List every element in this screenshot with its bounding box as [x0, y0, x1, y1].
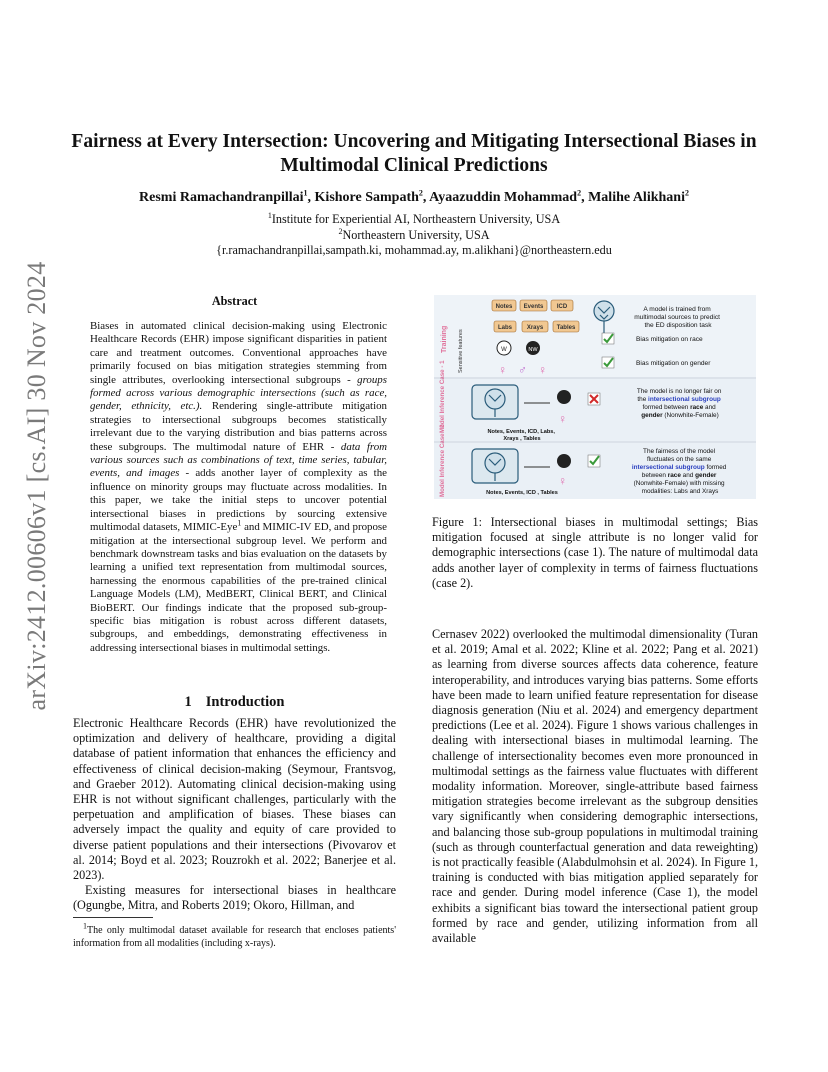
model-tree-icon: [472, 385, 518, 419]
abstract-body: Biases in automated clinical decision-making using Electronic Healthcare Records (EHR) impose significant disparities in patient care and treatment outcomes. Conventional approaches have primarily focused on bias mitigation strategies stemming from single attributes, overlooking intersectional subgroups - groups formed across various demographic intersections (such as race, gender, ethnicity, etc.). Rendering single-attribute mitigation strategies to intersectional subgroups becomes statistically irrelevant due to the varying distribution and bias patterns across these subgroups. The multimodal nature of EHR - data from various sources such as combinations of text, time series, tabular, events, and images - adds another layer of complexity as the influence on minority groups may fluctuate across modalities. In this paper, we take the initial steps to uncover potential intersectional biases in predictions by sourcing extensive multimodal datasets, MIMIC-Eye$^1$ and MIMIC-IV ED, and propose mitigation at the intersectional subgroup level. We perform and benchmark downstream tasks and bias evaluation on the datasets by learning a unified text representation from multimodal sources, harnessing the enormous capabilities of the pre-trained clinical Language Models (LM), MedBERT, Clinical BERT, and Clinical BioBERT. Our findings indicate that the proposed sub-group-specific bias mitigation is robust across different datasets, subgroups, and embeddings, demonstrating effectiveness in addressing intersectional biases in multimodal settings.: [90, 320, 388, 654]
figure-1: [432, 293, 758, 501]
race-icon-nonwhite: [557, 454, 571, 468]
paragraph: Existing measures for intersectional biases in healthcare (Ogungbe, Mitra, and Roberts 2019; Okoro, Hillman, and: [73, 883, 396, 913]
race-icon-nonwhite: [557, 390, 571, 404]
model-tree-icon: [472, 449, 518, 483]
paper-title: Fairness at Every Intersection: Uncovering and Mitigating Intersectional Biases in Multimodal Clinical Predictions: [71, 131, 757, 176]
sensitive-features-label: Sensitive features: [458, 329, 464, 373]
footnote: $^1$The only multimodal dataset available for research that encloses patients' information from all modalities (including x-rays).: [73, 921, 396, 949]
case1-description: The model is no longer fair on the intersectional subgroup formed between race and gender (Nonwhite-Female): [636, 388, 722, 419]
label-case1: Model Inference Case - 1: [439, 360, 446, 433]
paragraph: Electronic Healthcare Records (EHR) have revolutionized the optimization and delivery of healthcare, providing a digital database of patient information that enhances the efficiency and effectiveness of clinical decision-making (Seymour, Frantsvog, and Graeber 2012). Automating clinical decision-making using EHR is not without significant challenges, particularly with the perpetuation and amplification of biases. These biases can adversely impact the quality and equity of care provided to diverse patient populations and their intersections (Pivovarov et al. 2014; Boyd et al. 2023; Rouzrokh et al. 2022; Banerjee et al. 2023).: [73, 716, 396, 883]
footnote-rule: [73, 917, 153, 918]
male-icon: ♂: [518, 363, 527, 377]
female-icon: ♀: [558, 474, 567, 488]
modality-labs: Labs: [497, 325, 513, 331]
arxiv-stamp: arXiv:2412.00606v1 [cs.AI] 30 Nov 2024: [22, 261, 51, 711]
affiliation-2: $^2$Northeastern University, USA: [338, 226, 490, 242]
female-icon: ♀: [558, 412, 567, 426]
svg-text:NW: NW: [528, 347, 538, 353]
modality-events: Events: [523, 304, 544, 310]
author-name: Malihe Alikhani: [588, 190, 685, 205]
female-icon: ♀: [498, 363, 507, 377]
bias-race-label: Bias mitigation on race: [636, 336, 703, 343]
affiliation-1: $^1$Institute for Experiential AI, Northeastern University, USA: [267, 210, 561, 226]
author-list: Resmi Ramachandranpillai$^1$, Kishore Sampath$^2$, Ayaazuddin Mohammad$^2$, Malihe Alikhani$^2$: [139, 188, 689, 205]
affiliations: [60, 212, 768, 259]
training-description: A model is trained from multimodal sources to predict the ED disposition task: [634, 306, 720, 329]
abstract-heading: Abstract: [211, 294, 258, 308]
figure-caption: Figure 1: Intersectional biases in multimodal settings; Bias mitigation focused at single attribute is no longer valid for demographic intersections (case 1). The nature of multimodal data adds another layer of complexity in terms of fairness fluctuations (case 2).: [432, 515, 758, 590]
case1-sources: Notes, Events, ICD, Labs, Xrays , Tables: [487, 429, 555, 442]
case2-sources: Notes, Events, ICD , Tables: [486, 490, 558, 496]
paragraph: Cernasev 2022) overlooked the multimodal dimensionality (Turan et al. 2019; Amal et al. 2022; Kline et al. 2022; Pang et al. 2021) as learning from diverse sources affects data coherence, feature interoperability, and introduces varying bias patterns. Some efforts have been made to learn unified feature representation for disease diagnosis generation (Niu et al. 2024) and emergency department predictions (Lee et al. 2024). Figure 1 shows various challenges in dealing with intersectional biases in multimodal learning. The challenge of intersectionality becomes even more pronounced in multimodal settings as the fairness value fluctuates with different modality information. Moreover, single-attribute based fairness mitigation strategies become irrelevant as the subgroup densities vary significantly when considering demographic intersections, and balancing those sub-group populations in multimodal training (such as through counterfactual generation and data reweighting) is not practically feasible (Alabdulmohsin et al. 2024). In Figure 1, training is conducted with bias mitigation applied separately for race and gender. During model inference (Case 1), the model exhibits a significant bias toward the intersectional patient group formed by race and gender, utilizing information from all available: [432, 627, 758, 946]
label-training: Training: [441, 325, 448, 353]
bias-gender-label: Bias mitigation on gender: [636, 360, 711, 367]
intro-right-column: [432, 627, 758, 946]
female-icon: ♀: [538, 363, 547, 377]
label-case2: Model Inference Case - 2: [439, 424, 446, 497]
case2-description: The fairness of the model fluctuates on the same intersectional subgroup formed between race and gender (Nonwhite-Female) with missing modalities: Labs and Xrays: [631, 448, 727, 495]
figure-illustration: [432, 293, 758, 501]
modality-notes: Notes: [495, 304, 513, 310]
author-name: Resmi Ramachandranpillai: [139, 190, 304, 205]
modality-xrays: Xrays: [526, 325, 544, 331]
author-name: Ayaazuddin Mohammad: [429, 190, 578, 205]
intro-left-column: [73, 716, 396, 914]
section-heading: 1 Introduction: [184, 694, 285, 710]
author-emails: {r.ramachandranpillai,sampath.ki, mohammad.ay, m.alikhani}@northeastern.edu: [216, 243, 612, 257]
svg-text:W: W: [501, 347, 507, 353]
author-name: Kishore Sampath: [314, 190, 419, 205]
modality-tables: Tables: [556, 325, 576, 331]
modality-icd: ICD: [556, 304, 568, 310]
